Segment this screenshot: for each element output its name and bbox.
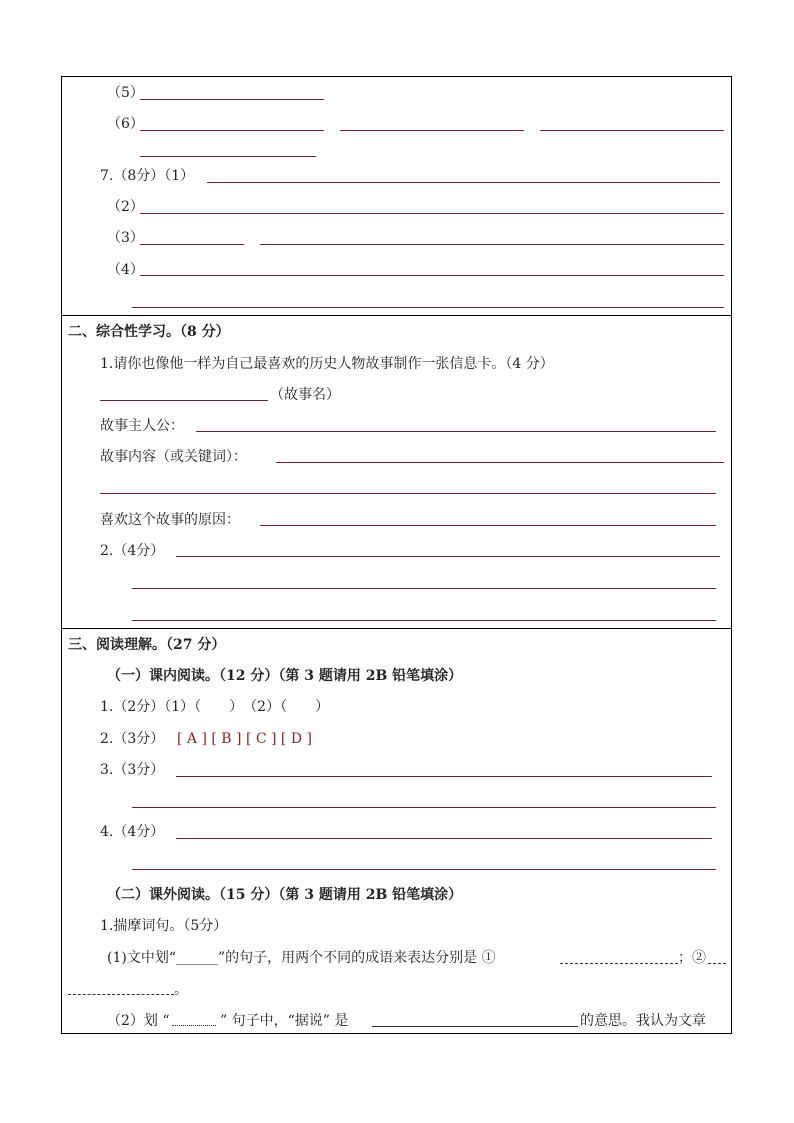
part3-sub2-q1-1: (1)文中划“______”的句子，用两个不同的成语来表达分别是 ① — [107, 950, 496, 966]
option-bubbles[interactable]: [ A ] [ B ] [ C ] [ D ] — [177, 731, 312, 747]
story-name-label: （故事名） — [270, 387, 340, 403]
part3-sub2-q1-2c: 的意思。我认为文章 — [580, 1013, 706, 1029]
answer-dash-line[interactable] — [708, 963, 726, 964]
reason-label: 喜欢这个故事的原因： — [100, 512, 240, 528]
answer-line[interactable] — [132, 620, 716, 621]
answer-line[interactable] — [176, 838, 712, 839]
answer-line[interactable] — [140, 130, 324, 131]
answer-line[interactable] — [140, 275, 724, 276]
part2-q2-label: 2.（4分） — [100, 543, 165, 559]
answer-line[interactable] — [340, 130, 524, 131]
answer-line[interactable] — [372, 1026, 578, 1027]
answer-line[interactable] — [196, 431, 716, 432]
answer-line[interactable] — [276, 462, 724, 463]
protagonist-label: 故事主人公： — [100, 418, 184, 434]
part3-q4-label: 4.（4分） — [100, 824, 165, 840]
sub-section-2-heading: （二）课外阅读。（15 分）（第 3 题请用 2B 铅笔填涂） — [107, 887, 463, 903]
part3-sub2-q1-1-sep: ；② — [678, 950, 706, 966]
q7-4-label: （4） — [107, 262, 144, 278]
part2-q1: 1.请你也像他一样为自己最喜欢的历史人物故事制作一张信息卡。（4 分） — [100, 356, 554, 372]
answer-line[interactable] — [140, 99, 324, 100]
part3-q1: 1.（2分）（1）（ ） （2）（ ） — [100, 699, 330, 715]
answer-line[interactable] — [207, 182, 720, 183]
answer-line[interactable] — [540, 130, 724, 131]
section-divider — [61, 315, 732, 316]
wavy-underline-mark — [172, 1025, 216, 1026]
answer-line[interactable] — [132, 307, 724, 308]
answer-line[interactable] — [100, 400, 268, 401]
part3-sub2-q1-1-end: 。 — [174, 982, 188, 998]
answer-line[interactable] — [176, 776, 712, 777]
part3-q3-label: 3.（3分） — [100, 762, 165, 778]
answer-line[interactable] — [140, 213, 724, 214]
sub-section-1-heading: （一）课内阅读。（12 分）（第 3 题请用 2B 铅笔填涂） — [107, 668, 463, 684]
answer-dash-line[interactable] — [560, 963, 678, 964]
answer-line[interactable] — [100, 493, 716, 494]
part3-sub2-q1-2a: （2）划 “ — [107, 1013, 170, 1029]
answer-line[interactable] — [140, 244, 244, 245]
part3-sub2-q1-2b: ” 句子中，“据说” 是 — [220, 1013, 349, 1029]
content-label: 故事内容（或关键词）： — [100, 449, 247, 465]
section-divider — [61, 628, 732, 629]
part3-q2-label: 2.（3分） — [100, 731, 165, 747]
q7-3-label: （3） — [107, 230, 144, 246]
q6-label: （6） — [107, 116, 144, 132]
answer-line[interactable] — [140, 156, 316, 157]
q7-2-label: （2） — [107, 199, 144, 215]
answer-line[interactable] — [132, 588, 716, 589]
section-2-heading: 二、综合性学习。（8 分） — [68, 324, 230, 340]
answer-line[interactable] — [176, 556, 720, 557]
q7-label: 7.（8分）（1） — [100, 168, 195, 184]
answer-line[interactable] — [260, 525, 716, 526]
section-3-heading: 三、阅读理解。（27 分） — [68, 637, 226, 653]
answer-line[interactable] — [132, 807, 716, 808]
answer-line[interactable] — [260, 244, 724, 245]
answer-dash-line[interactable] — [68, 994, 174, 995]
q5-label: （5） — [107, 85, 144, 101]
answer-line[interactable] — [132, 869, 716, 870]
part3-sub2-q1: 1.揣摩词句。（5分） — [100, 918, 228, 934]
